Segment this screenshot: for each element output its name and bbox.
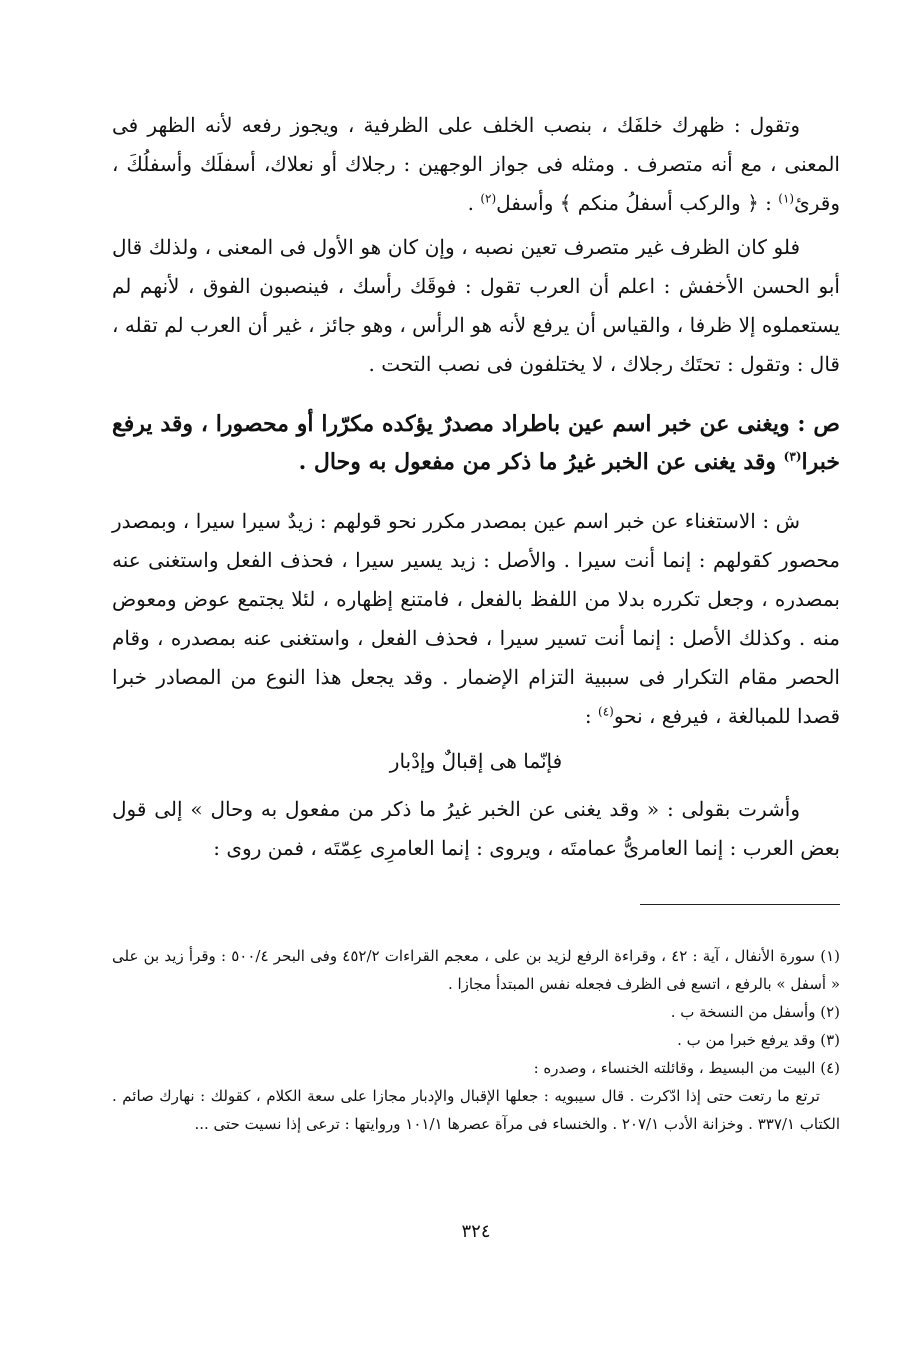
footnote-ref-2: (٢) [480, 191, 497, 206]
footnote-separator [640, 904, 840, 905]
page-number: ٣٢٤ [461, 1221, 491, 1242]
sharh-paragraph [112, 502, 840, 736]
paragraph-1-text-end: . [467, 191, 481, 215]
footnotes [112, 942, 840, 1138]
footnote-4: (٤) البيت من البسيط ، وقائلته الخنساء ، وصدره : [533, 1059, 840, 1077]
footnote-ref-1: (١) [778, 191, 795, 206]
footnote-ref-4: (٤) [598, 704, 614, 719]
sharh-text-end: : [584, 704, 598, 728]
footnote-1: (١) سورة الأنفال ، آية : ٤٢ ، وقراءة الرفع لزيد بن على ، معجم القراءات ٤٥٢/٢ وفى البحر ٥٠٠/٤ : وقرأ زيد بن على « أسفل » بالرفع ، اتسع فى الظرف فجعله نفس المبتدأ مجازا . [112, 947, 840, 993]
paragraph-1-text-b: : ﴿ والركب أسفلُ منكم ﴾ وأسفل [496, 191, 779, 215]
paragraph-2: فلو كان الظرف غير متصرف تعين نصبه ، وإن كان هو الأول فى المعنى ، ولذلك قال أبو الحسن الأخفش : اعلم أن العرب تقول : فوقَك رأسك ، فينصبون الفوق ، لأنهم لم يستعملوه إلا ظرفا ، والقياس أن يرفع لأنه هو الرأس ، وهو جائز ، غير أن العرب لم تقله ، قال : وتقول : تحتَك رجلاك ، لا يختلفون فى نصب التحت . [112, 235, 840, 376]
matn-text-b: وقد يغنى عن الخبر غيرُ ما ذكر من مفعول به وحال . [298, 449, 784, 475]
paragraph-5: وأشرت بقولى : « وقد يغنى عن الخبر غيرُ ما ذكر من مفعول به وحال » إلى قول بعض العرب : إنما العامرىُّ عمامتَه ، ويروى : إنما العامرِى عِمّتَه ، فمن روى : [112, 797, 840, 860]
sharh-text: ش : الاستغناء عن خبر اسم عين بمصدر مكرر نحو قولهم : زيدٌ سيرا سيرا ، وبمصدر محصور كقولهم : إنما أنت سيرا . والأصل : زيد يسير سيرا ، فحذف الفعل واستغنى عنه بمصدره ، وجعل تكرره بدلا من اللفظ بالفعل ، فامتنع إظهاره ، لئلا يجتمع عوض ومعوض منه . وكذلك الأصل : إنما أنت تسير سيرا ، فحذف الفعل ، واستغنى عنه بمصدره ، وقام الحصر مقام التكرار فى سببية التزام الإضمار . وقد يجعل هذا النوع من المصادر خبرا قصدا للمبالغة ، فيرفع ، نحو [112, 509, 840, 728]
footnote-4-continuation: ترتع ما رتعت حتى إذا ادّكرت . قال سيبويه : جعلها الإقبال والإدبار مجازا على سعة الكلام ، كقولك : نهارك صائم . الكتاب ٣٣٧/١ . وخزانة الأدب ٢٠٧/١ . والخنساء فى مرآة عصرها ١٠١/١ وروايتها : ترعى إذا نسيت حتى ... [112, 1087, 840, 1133]
footnote-3: (٣) وقد يرفع خبرا من ب . [677, 1031, 840, 1049]
matn-text-a: ص : ويغنى عن خبر اسم عين باطراد مصدرٌ يؤكده مكرّرا أو محصورا ، وقد يرفع خبرا [112, 411, 840, 475]
paragraph-1 [112, 106, 840, 223]
poetry-verse: فإنّما هى إقبالٌ وإدْبار [389, 749, 563, 773]
footnote-ref-3: (٣) [783, 449, 802, 464]
footnote-2: (٢) وأسفل من النسخة ب . [670, 1003, 840, 1021]
matn-paragraph [112, 405, 840, 481]
paragraph-1-text-a: وتقول : ظهرك خلفَك ، بنصب الخلف على الظرفية ، ويجوز رفعه لأنه الظهر فى المعنى ، مع أنه متصرف . ومثله فى جواز الوجهين : رجلاك أو نعلاك، أسفلَك وأسفلُكَ ، وقرئ [112, 113, 840, 215]
